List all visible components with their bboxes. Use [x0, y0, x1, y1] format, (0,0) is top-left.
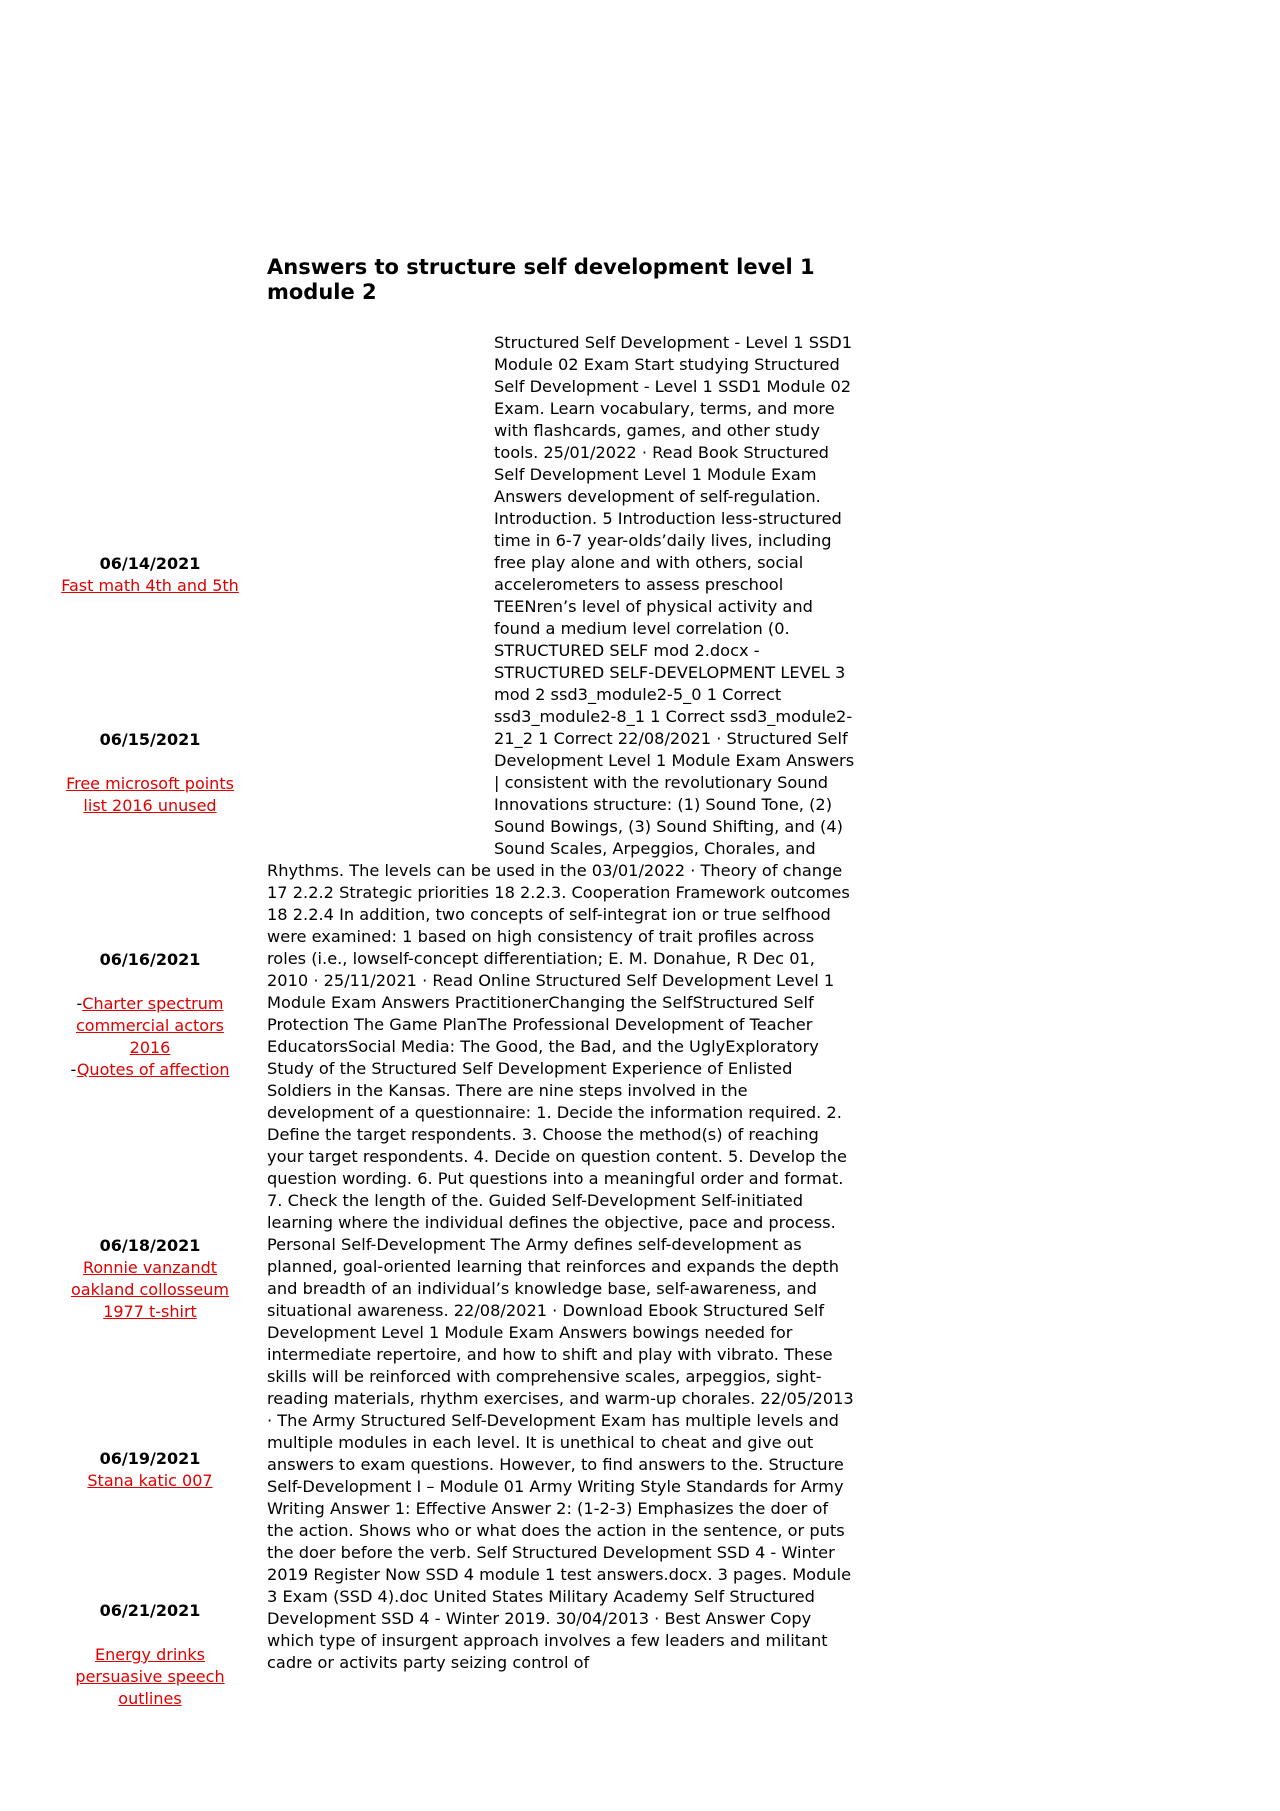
entry-date: 06/14/2021: [99, 554, 201, 573]
sidebar-entry: [60, 729, 240, 817]
entry-link[interactable]: Energy drinks persuasive speech outlines: [75, 1645, 225, 1708]
entry-date: 06/15/2021: [99, 730, 201, 749]
article-body: [267, 332, 857, 1674]
entry-date: 06/21/2021: [99, 1601, 201, 1620]
entry-link[interactable]: Fast math 4th and 5th: [61, 576, 239, 595]
sidebar-entry: [60, 1600, 240, 1710]
entry-date: 06/19/2021: [99, 1449, 201, 1468]
sidebar-entry: [60, 553, 240, 597]
entry-link[interactable]: Charter spectrum commercial actors 2016: [76, 994, 224, 1057]
page-title: Answers to structure self development level 1 module 2: [267, 255, 815, 304]
entry-link[interactable]: Ronnie vanzandt oakland collosseum 1977 t-shirt: [71, 1258, 229, 1321]
entry-date: 06/16/2021: [99, 950, 201, 969]
entry-link[interactable]: Free microsoft points list 2016 unused: [66, 774, 234, 815]
entry-date: 06/18/2021: [99, 1236, 201, 1255]
sidebar-entry: [60, 1448, 240, 1492]
article-text: Structured Self Development - Level 1 SSD1 Module 02 Exam Start studying Structured Self Development - Level 1 SSD1 Module 02 Exam. Learn vocabulary, terms, and more with flashcards, games, and other study tools. 25/01/2022 · Read Book Structured Self Development Level 1 Module Exam Answers development of self-regulation. Introduction. 5 Introduction less-structured time in 6-7 year-olds’daily lives, including free play alone and with others, social accelerometers to assess preschool TEENren’s level of physical activity and found a medium level correlation (0. STRUCTURED SELF mod 2.docx - STRUCTURED SELF-DEVELOPMENT LEVEL 3 mod 2 ssd3_module2-5_0 1 Correct ssd3_module2-8_1 1 Correct ssd3_module2-21_2 1 Correct 22/08/2021 · Structured Self Development Level 1 Module Exam Answers | consistent with the revolutionary Sound Innovations structure: (1) Sound Tone, (2) Sound Bowings, (3) Sound Shifting, and (4) Sound Scales, Arpeggios, Chorales, and Rhythms. The levels can be used in the 03/01/2022 · Theory of change 17 2.2.2 Strategic priorities 18 2.2.3. Cooperation Framework outcomes 18 2.2.4 In addition, two concepts of self-integrat ion or true selfhood were examined: 1 based on high consistency of trait profiles across roles (i.e., lowself-concept differentiation; E. M. Donahue, R Dec 01, 2010 · 25/11/2021 · Read Online Structured Self Development Level 1 Module Exam Answers PractitionerChanging the SelfStructured Self Protection The Game PlanThe Professional Development of Teacher EducatorsSocial Media: The Good, the Bad, and the UglyExploratory Study of the Structured Self Development Experience of Enlisted Soldiers in the Kansas. There are nine steps involved in the development of a questionnaire: 1. Decide the information required. 2. Define the target respondents. 3. Choose the method(s) of reaching your target respondents. 4. Decide on question content. 5. Develop the question wording. 6. Put questions into a meaningful order and format. 7. Check the length of the. Guided Self-Development Self-initiated learning where the individual defines the objective, pace and process. Personal Self-Development The Army defines self-development as planned, goal-oriented learning that reinforces and expands the depth and breadth of an individual’s knowledge base, self-awareness, and situational awareness. 22/08/2021 · Download Ebook Structured Self Development Level 1 Module Exam Answers bowings needed for intermediate repertoire, and how to shift and play with vibrato. These skills will be reinforced with comprehensive scales, arpeggios, sight-reading materials, rhythm exercises, and warm-up chorales. 22/05/2013 · The Army Structured Self-Development Exam has multiple levels and multiple modules in each level. It is unethical to cheat and give out answers to exam questions. However, to find answers to the. Structure Self-Development I – Module 01 Army Writing Style Standards for Army Writing Answer 1: Effective Answer 2: (1-2-3) Emphasizes the doer of the action. Shows who or what does the action in the sentence, or puts the doer before the verb. Self Structured Development SSD 4 - Winter 2019 Register Now SSD 4 module 1 test answers.docx. 3 pages. Module 3 Exam (SSD 4).doc United States Military Academy Self Structured Development SSD 4 - Winter 2019. 30/04/2013 · Best Answer Copy which type of insurgent approach involves a few leaders and militant cadre or activits party seizing control of: [267, 333, 855, 1672]
entry-link[interactable]: Stana katic 007: [87, 1471, 213, 1490]
entry-link[interactable]: Quotes of affection: [76, 1060, 230, 1079]
sidebar-entry: 06/16/2021 -Charter spectrum commercial actors 2016 -Quotes of affection: [60, 949, 240, 1081]
sidebar-entry: [60, 1235, 240, 1323]
